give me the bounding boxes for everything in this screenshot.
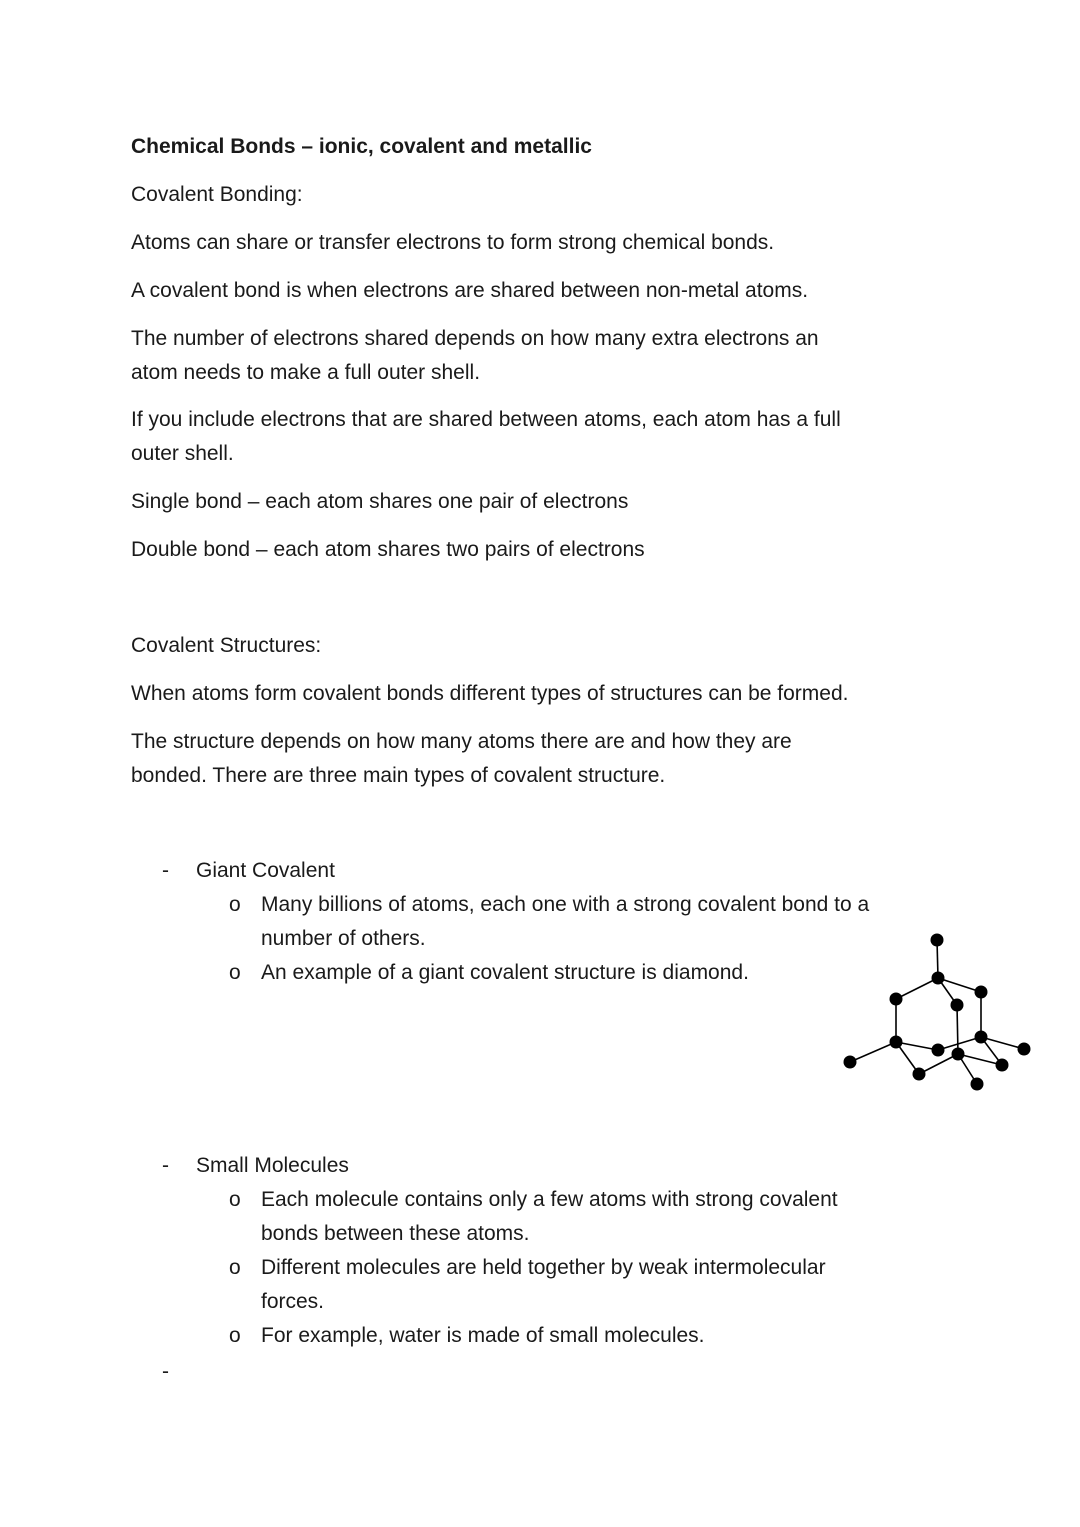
sub-bullet-marker: o (229, 893, 241, 916)
sub-list-item: Different molecules are held together by weak intermolecular (261, 1256, 826, 1279)
section-heading-covalent-bonding: Covalent Bonding: (131, 183, 303, 206)
sub-list-item: number of others. (261, 927, 426, 950)
section-heading-covalent-structures: Covalent Structures: (131, 634, 322, 657)
sub-bullet-marker: o (229, 1256, 241, 1279)
paragraph: A covalent bond is when electrons are shared between non-metal atoms. (131, 279, 809, 302)
sub-list-item: Many billions of atoms, each one with a strong covalent bond to a (261, 893, 870, 916)
sub-bullet-marker: o (229, 1324, 241, 1347)
paragraph: outer shell. (131, 442, 234, 465)
sub-list-item: For example, water is made of small molecules. (261, 1324, 705, 1347)
paragraph: The structure depends on how many atoms there are and how they are (131, 730, 792, 753)
sub-bullet-marker: o (229, 1188, 241, 1211)
list-item-giant-covalent: Giant Covalent (196, 859, 335, 882)
list-dash-marker: - (162, 1360, 169, 1383)
sub-list-item: forces. (261, 1290, 325, 1313)
list-dash-marker: - (162, 1154, 169, 1177)
paragraph: Atoms can share or transfer electrons to form strong chemical bonds. (131, 231, 775, 254)
sub-bullet-marker: o (229, 961, 241, 984)
document-title: Chemical Bonds – ionic, covalent and metallic (131, 135, 592, 158)
list-dash-marker: - (162, 859, 169, 882)
sub-list-item: bonds between these atoms. (261, 1222, 530, 1245)
list-item-small-molecules: Small Molecules (196, 1154, 349, 1177)
paragraph: atom needs to make a full outer shell. (131, 361, 481, 384)
sub-list-item: Each molecule contains only a few atoms with strong covalent (261, 1188, 838, 1211)
sub-list-item: An example of a giant covalent structure is diamond. (261, 961, 749, 984)
paragraph: The number of electrons shared depends on how many extra electrons an (131, 327, 819, 350)
paragraph: When atoms form covalent bonds different types of structures can be formed. (131, 682, 849, 705)
diamond-structure-diagram (830, 920, 1050, 1100)
paragraph: If you include electrons that are shared between atoms, each atom has a full (131, 408, 841, 431)
paragraph: Single bond – each atom shares one pair of electrons (131, 490, 629, 513)
paragraph: bonded. There are three main types of covalent structure. (131, 764, 666, 787)
paragraph: Double bond – each atom shares two pairs of electrons (131, 538, 645, 561)
